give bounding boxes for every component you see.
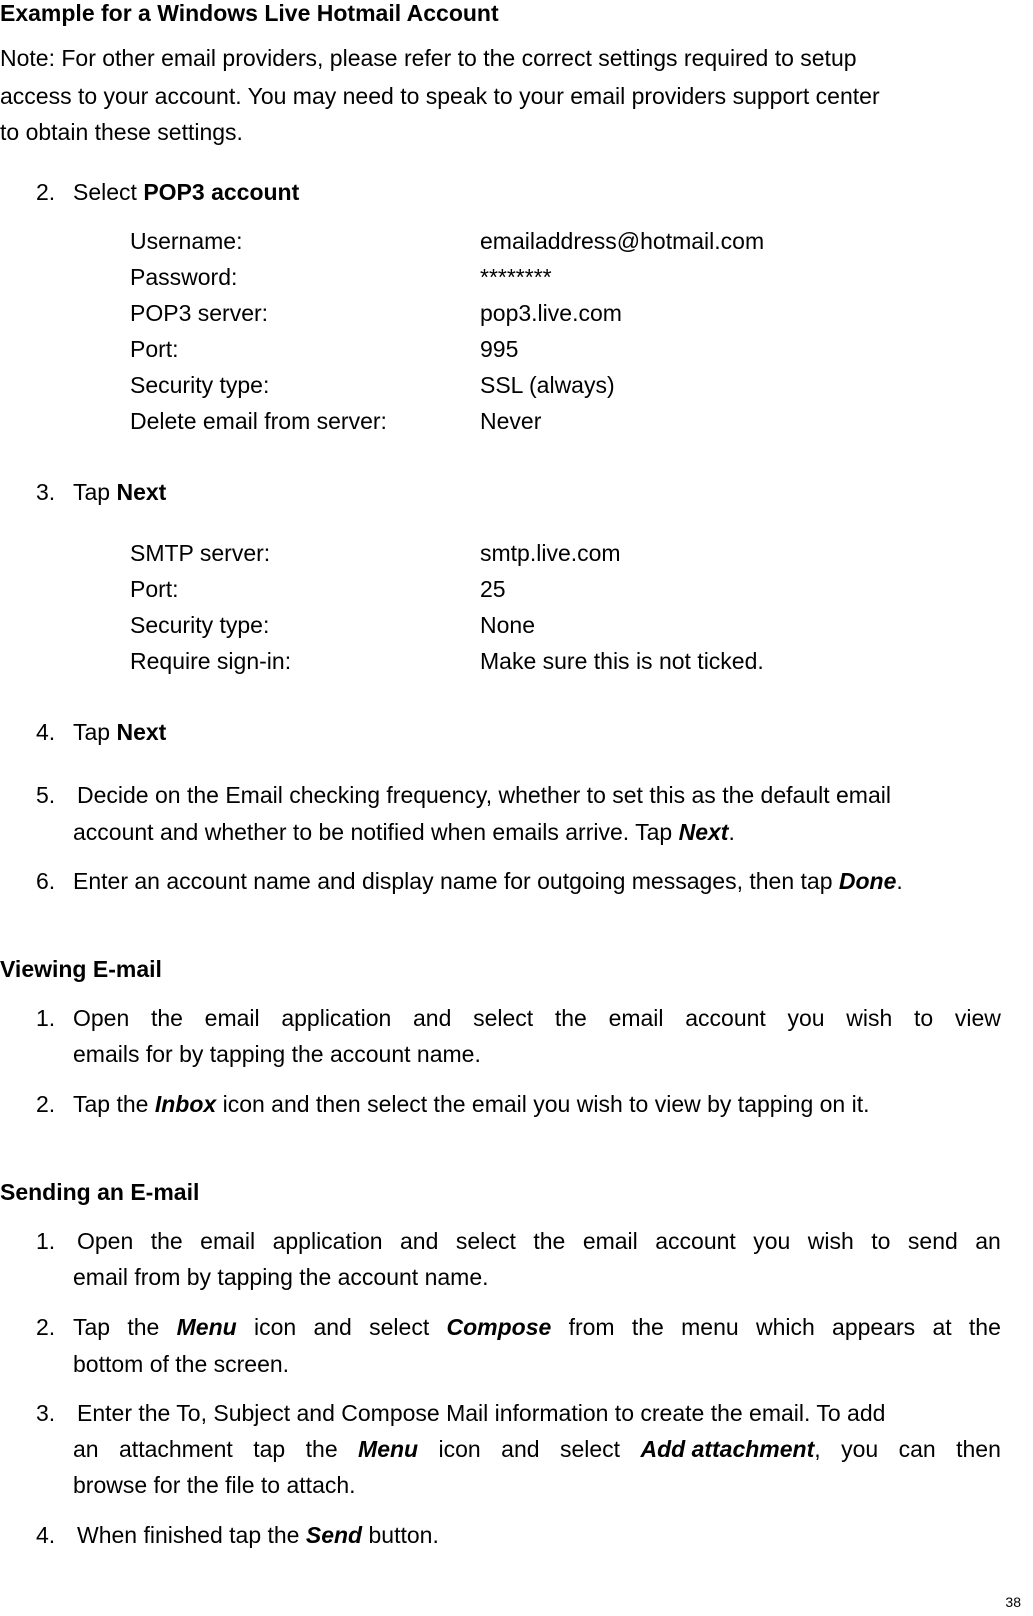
note-text-1: Note: For other email providers, please refer to the correct settings required to setup [0,45,857,71]
word: Tap [73,1314,111,1340]
step-6-number: 6. [36,868,56,894]
sending-1-line-1 [77,1230,1001,1253]
word: you [841,1436,879,1462]
word: you [787,1005,825,1031]
pop3-port-label: Port: [130,336,179,362]
viewing-2-post: icon and then select the email you wish to view by tapping on it. [216,1091,870,1117]
word: tap [253,1436,286,1462]
viewing-2-bold: Inbox [154,1091,217,1117]
smtp-signin-value: Make sure this is not ticked. [480,648,764,674]
word: appears [832,1314,916,1340]
step-4-number: 4. [36,719,56,745]
word: and [501,1436,540,1462]
step-5-line-2-pre: account and whether to be notified when emails arrive. Tap [73,819,679,845]
compose-term: Compose [446,1314,552,1340]
word: to [914,1005,934,1031]
word: menu [681,1314,739,1340]
smtp-server-label: SMTP server: [130,540,271,566]
sending-3-line-2 [73,1438,1001,1461]
pop3-username-label: Username: [130,228,243,254]
word: and [400,1228,439,1254]
sending-1-line-2: email from by tapping the account name. [73,1264,489,1290]
viewing-heading: Viewing E-mail [0,956,162,982]
word: the [150,1228,183,1254]
sending-4-number: 4. [36,1522,56,1548]
word: an [975,1228,1001,1254]
word: the [150,1005,183,1031]
sending-4-pre: When finished tap the [77,1522,306,1548]
sending-4-post: button. [362,1522,439,1548]
sending-3-number: 3. [36,1400,56,1426]
step-4-bold: Next [116,719,167,745]
step-5-line-2 [73,821,735,844]
pop3-delete-value: Never [480,408,542,434]
word: which [755,1314,815,1340]
word: application [281,1005,392,1031]
step-4-text [73,721,166,744]
note-line-2: access to your account. You may need to speak to your email providers support center [0,83,880,109]
step-5-bold: Next [678,819,729,845]
page-number: 38 [1005,1594,1021,1610]
pop3-password-label: Password: [130,264,238,290]
smtp-security-value: None [480,612,535,638]
sending-3-text-1: Enter the To, Subject and Compose Mail information to create the email. To add [77,1400,886,1426]
viewing-2-number: 2. [36,1091,56,1117]
smtp-server-value: smtp.live.com [480,540,621,566]
sending-3-line-3: browse for the file to attach. [73,1472,356,1498]
word: the [631,1314,664,1340]
step-3-text [73,481,166,504]
word: email [200,1228,256,1254]
sending-4-text [77,1524,439,1547]
step-6-pre: Enter an account name and display name for outgoing messages, then tap [73,868,839,894]
word: an [73,1436,99,1462]
step-3-bold: Next [116,479,167,505]
word: and [413,1005,452,1031]
step-2-number: 2. [36,179,56,205]
pop3-port-value: 995 [480,336,519,362]
word: send [907,1228,958,1254]
word: Open [77,1228,134,1254]
pop3-username-value: emailaddress@hotmail.com [480,228,765,254]
sending-heading: Sending an E-mail [0,1179,200,1205]
smtp-signin-label: Require sign-in: [130,648,292,674]
page-title: Example for a Windows Live Hotmail Account [0,0,499,26]
smtp-port-label: Port: [130,576,179,602]
word: then [956,1436,1001,1462]
step-6-post: . [896,868,903,894]
word: at [932,1314,952,1340]
step-6-text [73,870,903,893]
word: you [753,1228,791,1254]
word: the [305,1436,338,1462]
word: select [369,1314,430,1340]
word: the [554,1005,587,1031]
step-3-pre: Tap [73,479,117,505]
word: attachment [119,1436,233,1462]
sending-2-number: 2. [36,1314,56,1340]
note-line-1 [0,47,1001,70]
word: , [814,1436,821,1462]
pop3-server-label: POP3 server: [130,300,269,326]
sending-2-line-2: bottom of the screen. [73,1351,290,1377]
smtp-port-value: 25 [480,576,506,602]
viewing-1-line-2: emails for by tapping the account name. [73,1041,481,1067]
word: account [655,1228,736,1254]
pop3-server-value: pop3.live.com [480,300,622,326]
viewing-2-pre: Tap the [73,1091,155,1117]
word: select [473,1005,534,1031]
word: can [898,1436,936,1462]
word: select [455,1228,516,1254]
step-5-post: . [728,819,735,845]
word: from [568,1314,615,1340]
word: select [559,1436,621,1462]
word: the [968,1314,1001,1340]
sending-3-line-1 [77,1402,1001,1425]
viewing-2-text [73,1093,870,1116]
step-2-pre: Select [73,179,144,205]
step-2-text [73,181,299,204]
viewing-1-line-1 [73,1007,1001,1030]
note-line-3: to obtain these settings. [0,119,243,145]
sending-4-bold: Send [305,1522,363,1548]
menu-term: Menu [358,1436,419,1462]
word: email [608,1005,664,1031]
viewing-1-number: 1. [36,1005,56,1031]
word: the [127,1314,160,1340]
pop3-security-label: Security type: [130,372,270,398]
word: to [871,1228,891,1254]
word: account [685,1005,766,1031]
add-attachment-term: Add attachment [640,1436,815,1462]
step-6-bold: Done [838,868,897,894]
word: wish [846,1005,893,1031]
pop3-password-value: ******** [480,264,552,290]
word: email [582,1228,638,1254]
word: application [272,1228,383,1254]
word: icon [253,1314,297,1340]
step-2-bold: POP3 account [143,179,300,205]
word: Open [73,1005,130,1031]
step-5-line-1: Decide on the Email checking frequency, whether to set this as the default email [77,782,891,808]
word: view [954,1005,1001,1031]
step-3-number: 3. [36,479,56,505]
sending-2-line-1 [73,1316,1001,1339]
pop3-security-value: SSL (always) [480,372,615,398]
step-4-pre: Tap [73,719,117,745]
menu-term: Menu [176,1314,237,1340]
word: icon [438,1436,481,1462]
word: wish [807,1228,854,1254]
word: email [204,1005,260,1031]
word: and [313,1314,352,1340]
pop3-delete-label: Delete email from server: [130,408,387,434]
step-5-number: 5. [36,782,56,808]
sending-1-number: 1. [36,1228,56,1254]
word: the [533,1228,566,1254]
smtp-security-label: Security type: [130,612,270,638]
